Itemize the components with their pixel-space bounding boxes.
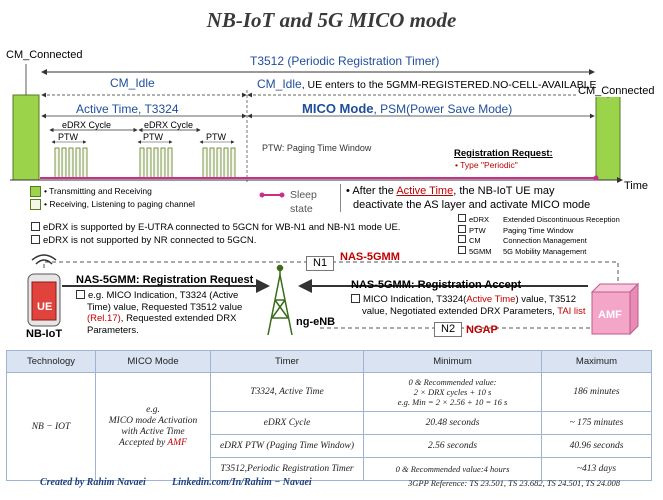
legend-receiving: • Receiving, Listening to paging channel [44,199,195,209]
header-technology: Technology [7,351,96,373]
nas-5gmm-label: NAS-5GMM [340,251,400,263]
legend-sleep-state: state [290,203,313,215]
nb-iot-label: NB-IoT [26,328,63,340]
ng-enb-tower-icon [268,266,292,336]
ptw-label-1: PTW [58,132,78,142]
ptw-bars-1 [55,148,87,178]
header-mico-mode: MICO Mode [96,351,211,373]
edrx-cycle-label-1: eDRX Cycle [62,120,112,130]
ptw-bars-2 [140,148,172,178]
note-edrx-eutra: eDRX is supported by E-UTRA connected to 5GCN for WB-N1 and NB-N1 mode UE. [31,222,400,233]
cell-timer-t3512: T3512,Periodic Registration Timer [211,458,364,481]
header-timer: Timer [211,351,364,373]
legend-transmit-swatch [30,186,41,197]
legend-sleep: Sleep [290,189,317,201]
table-row [7,373,652,412]
n2-label: N2 [434,322,462,337]
timer-table [6,350,652,481]
cell-min-ptw: 2.56 seconds [364,435,542,458]
cm-idle-label-2: CM_Idle, UE enters to the 5GMM-REGISTERED.NO-CELL-AVAILABLE [257,77,597,91]
cell-mico-mode: e.g. MICO mode Activation with Active Time Accepted by AMF [96,373,211,481]
registration-request-params: e.g. MICO Indication, T3324 (Active Time) value, Requested T3512 value (Rel.17), Requested extended DRX Parameters. [76,290,242,336]
cell-timer-ptw: eDRX PTW (Paging Time Window) [211,435,364,458]
cell-max-ptw: 40.96 seconds [542,435,652,458]
cm-connected-right-label: CM_Connected [578,85,655,97]
header-maximum: Maximum [542,351,652,373]
footer-linkedin[interactable]: Linkedin.com/In/Rahim − Navaei [172,477,312,488]
mico-mode-label: MICO Mode, PSM(Power Save Mode) [302,101,513,116]
registration-accept-title: NAS-5GMM: Registration Accept [351,279,522,291]
ptw-label-3: PTW [206,132,226,142]
timeline-diagram [0,0,663,200]
cell-min-t3512: 0 & Recommended value:4 hours [364,458,542,481]
cm-connected-right-block [596,95,620,180]
registration-type: • Type "Periodic" [455,160,518,170]
ptw-bars-3 [203,148,235,178]
ptw-window-label: PTW: Paging Time Window [262,143,372,153]
n1-label: N1 [306,256,334,271]
registration-request-title: NAS-5GMM: Registration Request [76,274,254,286]
legend-transmitting: • Transmitting and Receiving [44,186,152,196]
ng-enb-label: ng-eNB [296,316,336,328]
time-label: Time [624,180,649,192]
note-edrx-nr: eDRX is not supported by NR connected to 5GCN. [31,235,256,246]
registration-request-label: Registration Request: [454,148,553,159]
cm-connected-left-block [13,95,39,180]
cell-technology: NB − IOT [7,373,96,481]
cell-max-t3512: ~413 days [542,458,652,481]
cell-timer-t3324: T3324, Active Time [211,373,364,412]
footer-3gpp-reference: 3GPP Reference: TS 23.501, TS 23.682, TS 24.501, TS 24.008 [408,478,621,488]
t3512-label: T3512 (Periodic Registration Timer) [250,54,440,68]
cell-max-edrx: ~ 175 minutes [542,412,652,435]
cell-timer-edrx: eDRX Cycle [211,412,364,435]
amf-label: AMF [598,309,622,321]
cell-min-edrx: 20.48 seconds [364,412,542,435]
cell-max-t3324: 186 minutes [542,373,652,412]
cm-connected-left-label: CM_Connected [6,49,83,61]
ptw-label-2: PTW [143,132,163,142]
cell-min-t3324: 0 & Recommended value: 2 × DRX cycles + 10 s e.g. Min = 2 × 2.56 + 10 = 16 s [364,373,542,412]
ngap-label: NGAP [466,324,498,336]
legend-receive-swatch [30,199,41,210]
edrx-cycle-label-2: eDRX Cycle [144,120,194,130]
ue-label: UE [37,301,53,313]
page-title: NB-IoT and 5G MICO mode [206,8,457,32]
registration-accept-params: MICO Indication, T3324(Active Time) value, T3512 value, Negotiated extended DRX Parameters, TAI list [351,294,586,317]
active-time-label: Active Time, T3324 [76,102,179,116]
table-header-row [7,351,652,373]
header-minimum: Minimum [364,351,542,373]
footer-created-by: Created by Rahim Navaei [40,477,146,488]
after-active-time-note: • After the Active Time, the NB-IoT UE may deactivate the AS layer and activate MICO mode [340,184,576,212]
cm-idle-label-1: CM_Idle [110,76,155,90]
abbreviation-list: eDRX Extended Discontinuous Reception PTW Paging Time Window CM Connection Management 5GMM 5G Mobility Management [458,214,620,256]
